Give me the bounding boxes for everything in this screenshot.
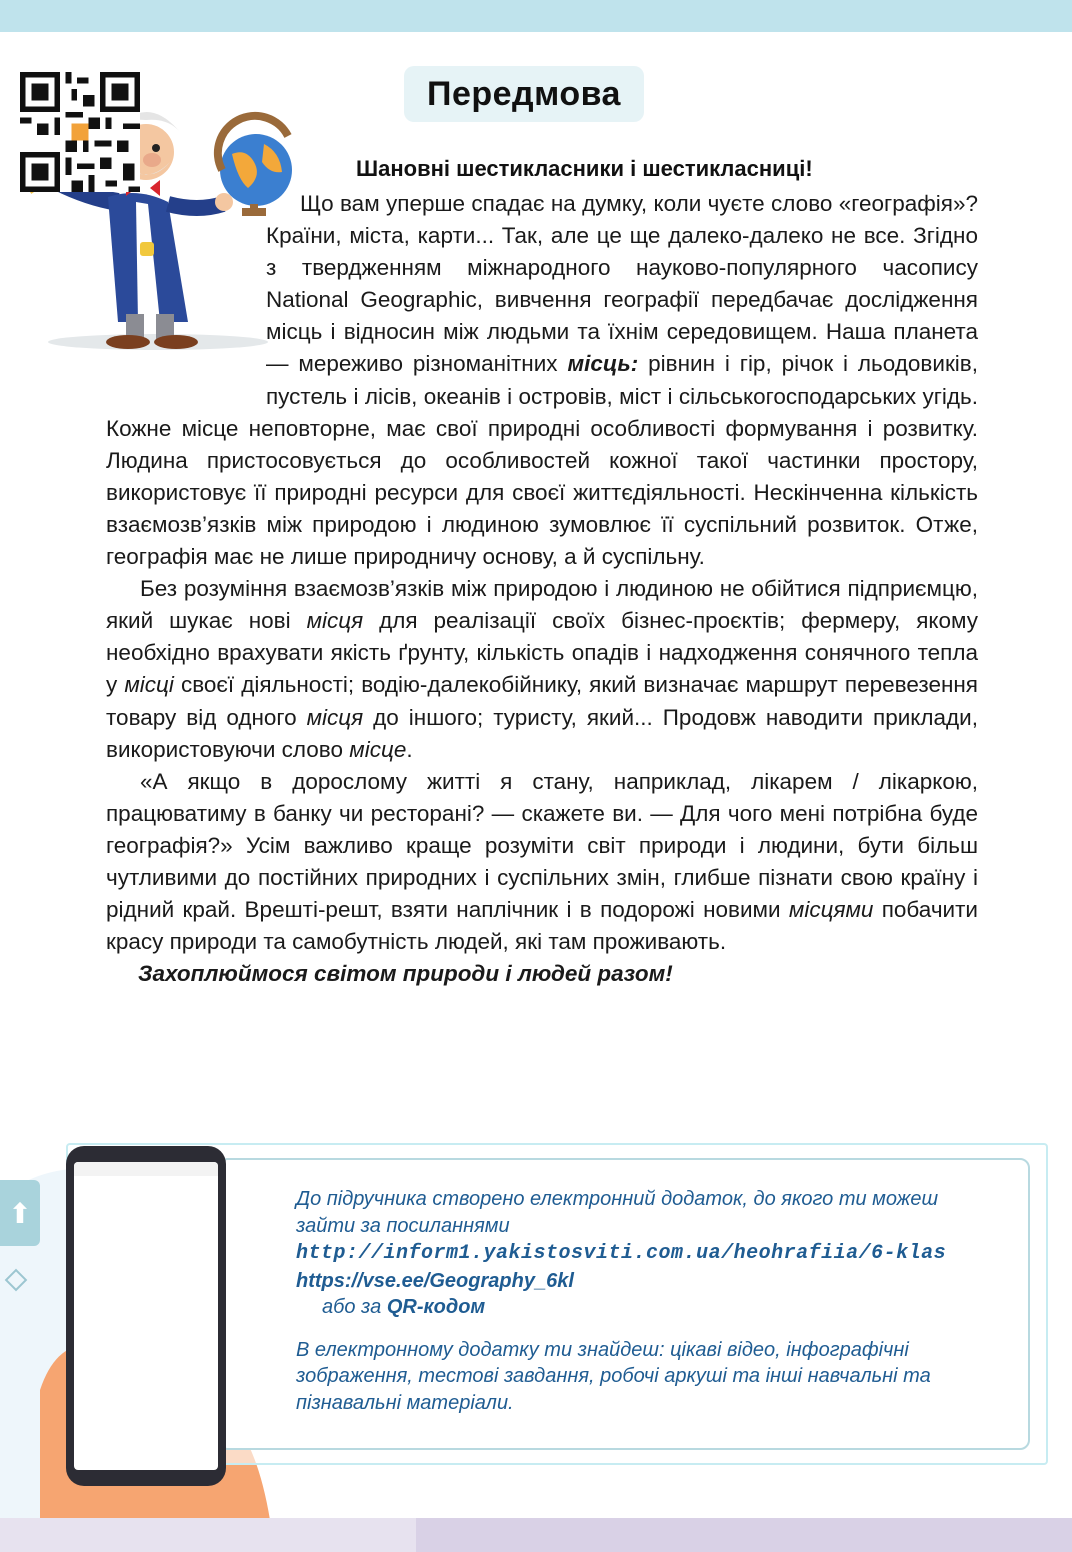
paragraph-1-emphasis: місць:: [567, 351, 639, 377]
bottom-band-segment: [0, 1518, 416, 1552]
preface-body: [106, 188, 978, 990]
paragraph-3-text-b: побачити красу природи та самобутність людей, які там проживають.: [106, 897, 978, 955]
paragraph-2: [106, 573, 978, 766]
qr-prefix: або за: [322, 1296, 387, 1318]
link-vse-ee[interactable]: https://vse.ee/Geography_6kl: [296, 1269, 574, 1292]
paragraph-2-text-a: Без розуміння взаємозв’язків між природою і людиною не обійтися підприємцю, який шукає нові: [106, 576, 978, 634]
paragraph-2-text-e: .: [406, 736, 413, 762]
title-box: [404, 66, 644, 122]
page-title: Передмова: [427, 74, 621, 113]
paragraph-1-text-a: Що вам уперше спадає на думку, коли чуєте слово «географія»? Країни, міста, карти... Так, але це ще далеко-далеко не все. Згідно з твердженням міжнародного науково-популярного часопису National Geographic, вивчення географії передбачає дослідження місць і відносин між людьми та їхнім середовищем. Наша планета — мереживо різноманітних: [266, 191, 978, 377]
closing-line: Захоплюймося світом природи і людей разом!: [138, 961, 673, 987]
phone-illustration: [66, 1146, 226, 1486]
top-color-band: [0, 0, 1072, 32]
phone-screen: [74, 1162, 218, 1470]
paragraph-2-text-b: для реалізації своїх бізнес-проєктів; фермеру, якому необхідно врахувати якість ґрунту, кількість опадів і надходження сонячного тепла у: [106, 608, 978, 698]
paragraph-2-emphasis-2: місці: [124, 672, 174, 698]
link-inform1[interactable]: http://inform1.yakistosviti.com.ua/heohrafiia/6-klas: [296, 1242, 947, 1265]
paragraph-3: [106, 766, 978, 959]
phone-statusbar: [74, 1162, 218, 1176]
illustration-float-spacer: [106, 188, 266, 382]
paragraph-3-text-a: «А якщо в дорослому житті я стану, наприклад, лікарем / лікаркою, працюватиму в банку чи ресторані? — скажете ви. — Для чого мені потрібна буде географія?» Усім важливо краще розуміти світ природи і людини, бути більш чутливими до постійних природних і суспільних змін, глибше пізнати свою країну і рідний край. Врешті-решт, взяти наплічник і в подорожі новими: [106, 768, 978, 923]
paragraph-1-text-b: рівнин і гір, річок і льодовиків, пустель і лісів, океанів і островів, міст і сільськогосподарських угідь. Кожне місце неповторне, має свої природні особливості формування і розвитку. Людина пристосовується до особливостей кожної такої частинки простору, використовує її природні ресурси для своєї життєдіяльності. Нескінченна кількість взаємозв’язків між природою і людиною зумовлює її суспільний розвиток. Отже, географія має не лише природничу основу, а й суспільну.: [106, 351, 978, 570]
arrow-up-icon: ⬆: [8, 1197, 32, 1229]
qr-label: QR-кодом: [386, 1296, 486, 1318]
paragraph-2-emphasis-3: місця: [306, 704, 364, 730]
qr-code[interactable]: [20, 72, 140, 192]
paragraph-3-emphasis: місцями: [788, 897, 874, 923]
side-tab[interactable]: [0, 1180, 40, 1246]
qr-line: [296, 1294, 996, 1321]
info-intro: До підручника створено електронний додаток, до якого ти можеш зайти за посиланнями: [296, 1188, 939, 1237]
bottom-color-band: [0, 1518, 1072, 1552]
info-contents: В електронному додатку ти знайдеш: цікаві відео, інфографічні зображення, тестові завдання, робочі аркуші та інші навчальні та пізнавальні матеріали.: [296, 1338, 931, 1414]
e-supplement-info: [296, 1186, 996, 1416]
paragraph-2-text-c: своєї діяльності; водію-далекобійнику, який визначає маршрут перевезення товару від одного: [106, 672, 978, 730]
greeting-heading: Шановні шестикласники і шестикласниці!: [356, 156, 813, 181]
paragraph-2-emphasis-1: місця: [306, 608, 364, 634]
paragraph-2-text-d: до іншого; туристу, який... Продовж наводити приклади, використовуючи слово: [106, 704, 978, 762]
paragraph-2-emphasis-4: місце: [349, 736, 407, 762]
